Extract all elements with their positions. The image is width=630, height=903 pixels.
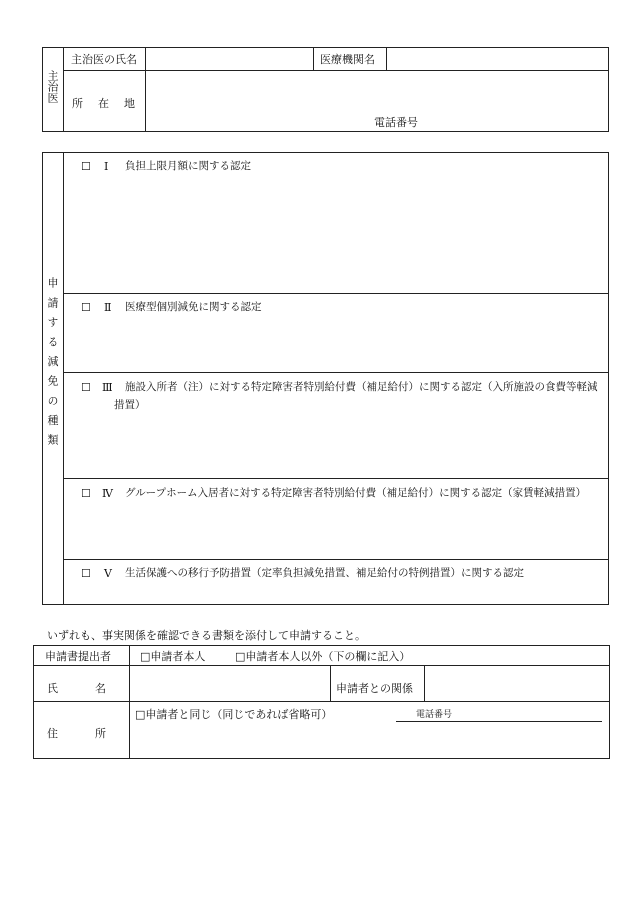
doctor-name-label: 主治医の氏名 [71,53,137,66]
numeral-4: Ⅳ [102,487,113,500]
same-as-applicant-option[interactable]: □申請者と同じ（同じであれば省略可） [135,708,333,721]
checkbox-2[interactable]: ☐ [81,301,91,314]
relation-label: 申請者との関係 [336,682,413,695]
numeral-2: Ⅱ [104,301,112,314]
checkbox-3[interactable]: ☐ [81,381,91,394]
numeral-1: Ⅰ [104,160,109,173]
submitter-address-label: 住 所 [47,727,107,740]
reduction-item-1-text: 負担上限月額に関する認定 [125,160,251,172]
relation-field[interactable] [426,667,608,700]
submitter-name-label: 氏 名 [47,682,107,695]
reduction-item-4-text: グループホーム入居者に対する特定障害者特別給付費（補足給付）に関する認定（家賃軽減措置） [125,487,587,499]
attachment-note: いずれも、事実関係を確認できる書類を添付して申請すること。 [47,629,366,642]
submitter-self-option[interactable]: □申請者本人 [140,650,206,663]
checkbox-1[interactable]: ☐ [81,160,91,173]
checkbox-5[interactable]: ☐ [81,567,91,580]
doctor-phone-label: 電話番号 [374,116,418,129]
doctor-section-label: 主治医 [46,70,59,103]
numeral-3: Ⅲ [102,381,113,394]
reduction-item-3-text: 施設入所者（注）に対する特定障害者特別給付費（補足給付）に関する認定（入所施設の食費等軽減措置） [114,381,598,412]
submitter-name-field[interactable] [131,667,328,700]
institution-name-label: 医療機関名 [320,53,375,66]
submitter-other-option[interactable]: □申請者本人以外（下の欄に記入） [235,650,411,663]
doctor-address-label: 所 在 地 [72,97,137,110]
checkbox-4[interactable]: ☐ [81,487,91,500]
submitter-phone-label: 電話番号 [416,710,453,720]
numeral-5: Ⅴ [104,567,112,580]
reduction-item-2-text: 医療型個別減免に関する認定 [125,301,262,313]
submitter-label: 申請書提出者 [45,650,111,663]
reduction-item-5-text: 生活保護への移行予防措置（定率負担減免措置、補足給付の特例措置）に関する認定 [125,567,524,579]
reduction-section-label: 申請する減免の種類 [46,277,59,454]
